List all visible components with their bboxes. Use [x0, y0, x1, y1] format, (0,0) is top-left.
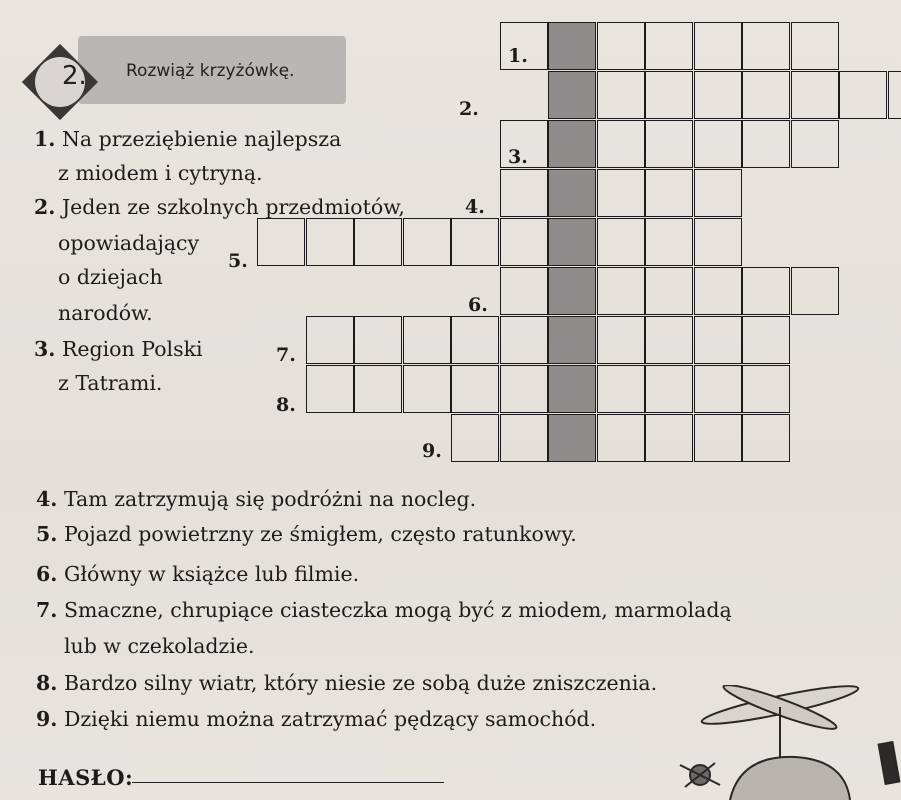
cell-row-5[interactable]: [306, 218, 354, 266]
cell-row-2[interactable]: [645, 71, 693, 119]
cell-row-7[interactable]: [597, 316, 645, 364]
cell-row-9[interactable]: [645, 414, 693, 462]
row-4-number: 4.: [465, 196, 485, 218]
cell-row-8[interactable]: [403, 365, 451, 413]
clue-6: 6. Główny w książce lub filmie.: [36, 562, 360, 586]
cell-row-2[interactable]: [742, 71, 790, 119]
cell-row-3[interactable]: [791, 120, 839, 168]
key-cell-row-3[interactable]: [548, 120, 596, 168]
clue-5: 5. Pojazd powietrzny ze śmigłem, często ratunkowy.: [36, 522, 577, 546]
cell-row-8[interactable]: [597, 365, 645, 413]
clue-1-line-2: z miodem i cytryną.: [58, 161, 263, 185]
clue-4: 4. Tam zatrzymują się podróżni na nocleg.: [36, 487, 477, 511]
clue-2-line-3: o dziejach: [58, 265, 163, 289]
cell-row-4[interactable]: [694, 169, 742, 217]
cell-row-9[interactable]: [500, 414, 548, 462]
helicopter-illustration: [660, 685, 901, 800]
cell-row-7[interactable]: [645, 316, 693, 364]
clue-2-line-4: narodów.: [58, 301, 153, 325]
key-cell-row-9[interactable]: [548, 414, 596, 462]
key-cell-row-2[interactable]: [548, 71, 596, 119]
key-cell-row-5[interactable]: [548, 218, 596, 266]
task-number: 2.: [62, 61, 87, 91]
cell-row-2[interactable]: [888, 71, 901, 119]
cell-row-8[interactable]: [694, 365, 742, 413]
cell-row-2[interactable]: [791, 71, 839, 119]
row-9-number: 9.: [422, 440, 442, 462]
cell-row-5[interactable]: [403, 218, 451, 266]
cell-row-7[interactable]: [742, 316, 790, 364]
cell-row-9[interactable]: [597, 414, 645, 462]
cell-row-3[interactable]: [742, 120, 790, 168]
cell-row-1[interactable]: [597, 22, 645, 70]
row-7-number: 7.: [276, 344, 296, 366]
cell-row-8[interactable]: [645, 365, 693, 413]
cell-row-2[interactable]: [839, 71, 887, 119]
answer-label: HASŁO:: [38, 765, 134, 790]
clue-8: 8. Bardzo silny wiatr, który niesie ze sobą duże zniszczenia.: [36, 671, 658, 695]
key-cell-row-6[interactable]: [548, 267, 596, 315]
cell-row-5[interactable]: [451, 218, 499, 266]
cell-row-7[interactable]: [694, 316, 742, 364]
cell-row-8[interactable]: [742, 365, 790, 413]
key-cell-row-7[interactable]: [548, 316, 596, 364]
clue-3-line-1: 3. Region Polski: [34, 337, 203, 361]
cell-row-3[interactable]: [597, 120, 645, 168]
cell-row-7[interactable]: [403, 316, 451, 364]
key-cell-row-8[interactable]: [548, 365, 596, 413]
cell-row-7[interactable]: [306, 316, 354, 364]
cell-row-3[interactable]: [694, 120, 742, 168]
cell-row-6[interactable]: [791, 267, 839, 315]
cell-row-9[interactable]: [742, 414, 790, 462]
row-3-number: 3.: [508, 146, 528, 168]
cell-row-7[interactable]: [500, 316, 548, 364]
cell-row-3[interactable]: [645, 120, 693, 168]
cell-row-5[interactable]: [257, 218, 305, 266]
cell-row-7[interactable]: [354, 316, 402, 364]
cell-row-6[interactable]: [742, 267, 790, 315]
cell-row-6[interactable]: [597, 267, 645, 315]
cell-row-5[interactable]: [597, 218, 645, 266]
cell-row-4[interactable]: [597, 169, 645, 217]
cell-row-1[interactable]: [791, 22, 839, 70]
cell-row-8[interactable]: [500, 365, 548, 413]
task-instruction: Rozwiąż krzyżówkę.: [126, 61, 295, 81]
cell-row-1[interactable]: [645, 22, 693, 70]
cell-row-2[interactable]: [597, 71, 645, 119]
cell-row-1[interactable]: [742, 22, 790, 70]
clue-9: 9. Dzięki niemu można zatrzymać pędzący samochód.: [36, 707, 597, 731]
row-8-number: 8.: [276, 394, 296, 416]
answer-input-line[interactable]: [132, 782, 444, 783]
clue-2-line-1: 2. Jeden ze szkolnych przedmiotów,: [34, 195, 405, 219]
cell-row-8[interactable]: [451, 365, 499, 413]
row-5-number: 5.: [228, 250, 248, 272]
cell-row-6[interactable]: [694, 267, 742, 315]
cell-row-5[interactable]: [694, 218, 742, 266]
cell-row-6[interactable]: [500, 267, 548, 315]
cell-row-8[interactable]: [354, 365, 402, 413]
cell-row-6[interactable]: [645, 267, 693, 315]
cell-row-5[interactable]: [354, 218, 402, 266]
cell-row-3[interactable]: [500, 120, 548, 168]
clue-3-line-2: z Tatrami.: [58, 371, 163, 395]
key-cell-row-4[interactable]: [548, 169, 596, 217]
clue-2-line-2: opowiadający: [58, 231, 200, 255]
cell-row-7[interactable]: [451, 316, 499, 364]
cell-row-1[interactable]: [694, 22, 742, 70]
cell-row-4[interactable]: [500, 169, 548, 217]
cell-row-1[interactable]: [500, 22, 548, 70]
clue-7-line-1: 7. Smaczne, chrupiące ciasteczka mogą być z miodem, marmoladą: [36, 598, 732, 622]
cell-row-2[interactable]: [694, 71, 742, 119]
key-cell-row-1[interactable]: [548, 22, 596, 70]
clue-1-line-1: 1. Na przeziębienie najlepsza: [34, 127, 342, 151]
cell-row-4[interactable]: [645, 169, 693, 217]
row-1-number: 1.: [508, 45, 528, 67]
cell-row-5[interactable]: [500, 218, 548, 266]
row-2-number: 2.: [459, 98, 479, 120]
row-6-number: 6.: [468, 294, 488, 316]
cell-row-5[interactable]: [645, 218, 693, 266]
cell-row-8[interactable]: [306, 365, 354, 413]
cell-row-9[interactable]: [451, 414, 499, 462]
cell-row-9[interactable]: [694, 414, 742, 462]
clue-7-line-2: lub w czekoladzie.: [64, 634, 255, 658]
